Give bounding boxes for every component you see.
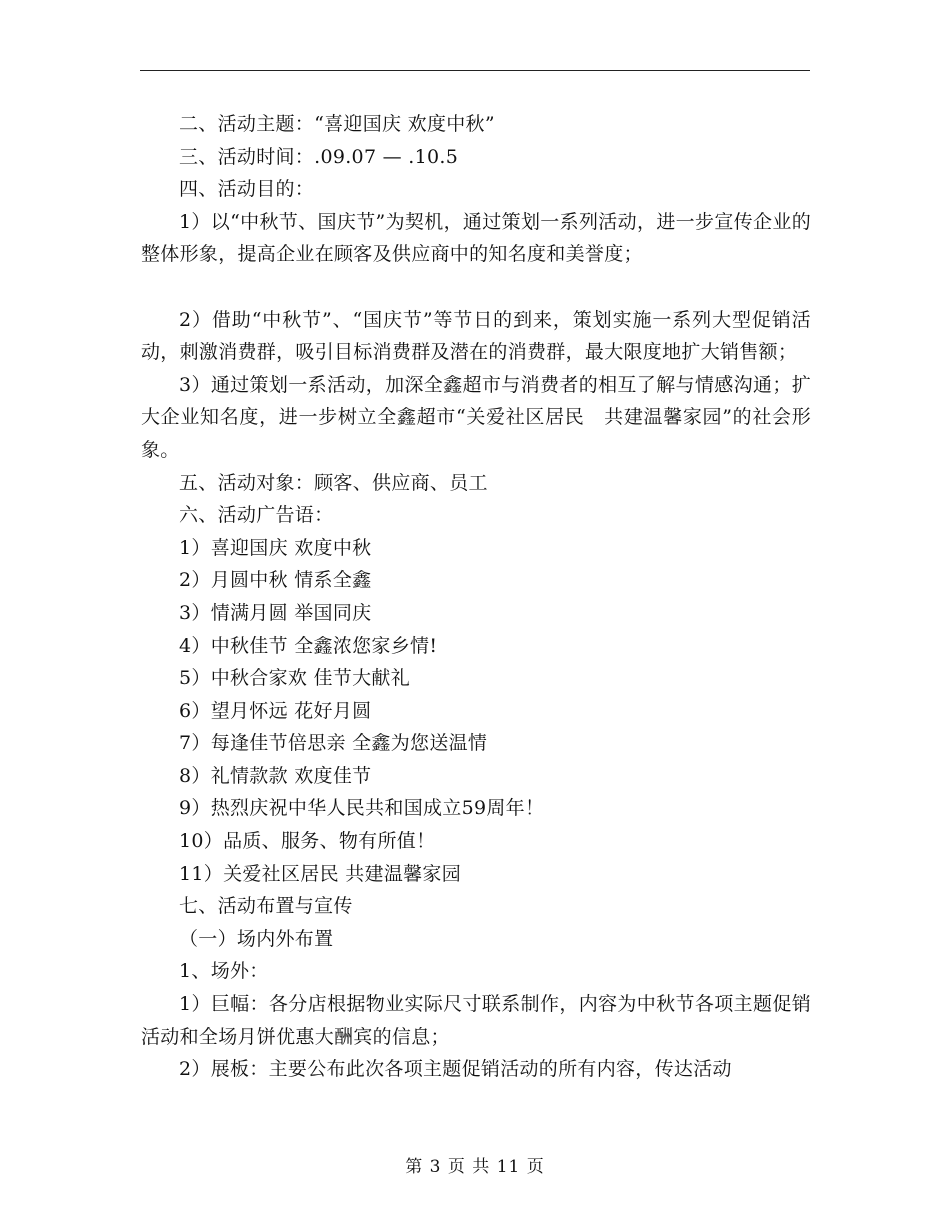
page-footer: 第 3 页 共 11 页 bbox=[405, 1157, 545, 1177]
paragraph: 1）以“中秋节、国庆节”为契机，通过策划一系列活动，进一步宣传企业的整体形象，提高企业在顾客及供应商中的知名度和美誉度； bbox=[141, 210, 811, 266]
paragraph: 2）月圆中秋 情系全鑫 bbox=[179, 569, 372, 592]
paragraph: 1、场外： bbox=[179, 960, 269, 983]
paragraph: 六、活动广告语： bbox=[179, 504, 334, 527]
paragraph: 7）每逢佳节倍思亲 全鑫为您送温情 bbox=[179, 732, 488, 755]
paragraph: 2）借助“中秋节”、“国庆节”等节日的到来，策划实施一系列大型促销活动，刺激消费群，吸引目标消费群及潜在的消费群，最大限度地扩大销售额； bbox=[141, 308, 811, 364]
paragraph: 5）中秋合家欢 佳节大献礼 bbox=[179, 667, 411, 690]
header-rule bbox=[140, 70, 810, 71]
paragraph: 9）热烈庆祝中华人民共和国成立59周年！ bbox=[179, 797, 545, 820]
paragraph: 8）礼情款款 欢度佳节 bbox=[179, 764, 372, 787]
paragraph: 6）望月怀远 花好月圆 bbox=[179, 699, 372, 722]
paragraph: 五、活动对象：顾客、供应商、员工 bbox=[179, 471, 488, 494]
paragraph: 3）通过策划一系活动，加深全鑫超市与消费者的相互了解与情感沟通；扩大企业知名度，进一步树立全鑫超市“关爱社区居民 共建温馨家园”的社会形象。 bbox=[141, 373, 811, 461]
paragraph: 4）中秋佳节 全鑫浓您家乡情! bbox=[179, 634, 438, 657]
paragraph: 1）巨幅：各分店根据物业实际尺寸联系制作，内容为中秋节各项主题促销活动和全场月饼优惠大酬宾的信息； bbox=[141, 993, 811, 1048]
paragraph: 三、活动时间：.09.07 — .10.5 bbox=[179, 145, 459, 168]
paragraph: （一）场内外布置 bbox=[179, 927, 334, 950]
paragraph: 二、活动主题：“喜迎国庆 欢度中秋” bbox=[179, 113, 495, 135]
paragraph: 3）情满月圆 举国同庆 bbox=[179, 601, 372, 624]
paragraph: 2）展板：主要公布此次各项主题促销活动的所有内容，传达活动 bbox=[179, 1058, 732, 1081]
paragraph: 七、活动布置与宣传 bbox=[179, 895, 353, 918]
paragraph: 1）喜迎国庆 欢度中秋 bbox=[179, 536, 372, 559]
paragraph: 10）品质、服务、物有所值！ bbox=[179, 830, 436, 853]
paragraph: 11）关爱社区居民 共建温馨家园 bbox=[179, 862, 462, 885]
document-body bbox=[141, 108, 811, 1086]
blank-line bbox=[141, 271, 811, 304]
paragraph: 四、活动目的： bbox=[179, 178, 315, 201]
